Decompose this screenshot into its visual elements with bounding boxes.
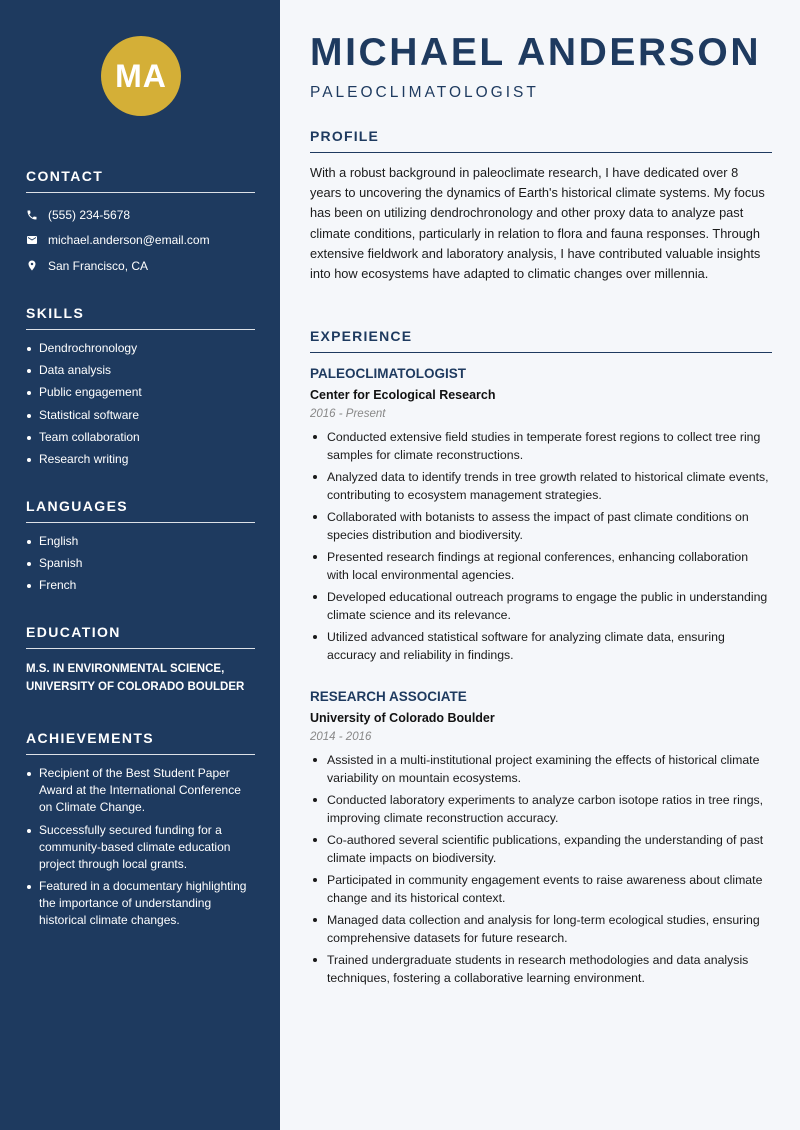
education-section	[26, 624, 255, 696]
location-pin-icon	[26, 259, 48, 272]
contact-email-text: michael.anderson@email.com	[48, 233, 210, 248]
job-entry	[310, 366, 772, 668]
education-degree: M.S. IN ENVIRONMENTAL SCIENCE, UNIVERSITY OF COLORADO BOULDER	[26, 663, 245, 693]
job-entry	[310, 689, 772, 991]
achievement-item: Featured in a documentary highlighting the importance of understanding historical climate changes.	[26, 878, 255, 929]
job-dates: 2016 - Present	[310, 408, 386, 420]
languages-list	[26, 533, 255, 594]
language-item: French	[26, 577, 255, 594]
avatar: MA	[101, 36, 181, 116]
job-title: RESEARCH ASSOCIATE	[310, 689, 467, 704]
languages-heading: LANGUAGES	[26, 498, 255, 523]
job-bullet: Trained undergraduate students in research methodologies and data analysis techniques, fostering a collaborative learning environment.	[310, 951, 772, 987]
achievement-item: Recipient of the Best Student Paper Award at the International Conference on Climate Change.	[26, 765, 255, 816]
skill-item: Research writing	[26, 451, 255, 468]
contact-heading: CONTACT	[26, 168, 255, 193]
languages-section	[26, 498, 255, 600]
experience-section	[310, 328, 772, 353]
contact-location	[26, 253, 255, 279]
contact-phone-text: (555) 234-5678	[48, 207, 131, 222]
language-item: Spanish	[26, 555, 255, 572]
job-bullet: Participated in community engagement events to raise awareness about climate change and its historical context.	[310, 871, 772, 907]
job-bullet: Conducted extensive field studies in temperate forest regions to collect tree ring samples for climate reconstructions.	[310, 428, 772, 464]
phone-icon	[26, 209, 48, 221]
job-bullet: Utilized advanced statistical software for analyzing climate data, ensuring accuracy and reliability in findings.	[310, 628, 772, 664]
sidebar	[0, 0, 280, 1130]
job-organization: University of Colorado Boulder	[310, 711, 495, 725]
job-bullets	[310, 751, 772, 987]
skill-item: Team collaboration	[26, 429, 255, 446]
skill-item: Data analysis	[26, 362, 255, 379]
job-bullet: Developed educational outreach programs to engage the public in understanding climate science and its relevance.	[310, 588, 772, 624]
job-bullet: Assisted in a multi-institutional project examining the effects of historical climate variability on mountain ecosystems.	[310, 751, 772, 787]
contact-location-text: San Francisco, CA	[48, 258, 149, 273]
profile-heading: PROFILE	[310, 128, 772, 153]
job-organization: Center for Ecological Research	[310, 388, 496, 402]
experience-heading: EXPERIENCE	[310, 328, 772, 353]
job-bullet: Conducted laboratory experiments to analyze carbon isotope ratios in tree rings, improving climate reconstruction accuracy.	[310, 791, 772, 827]
achievements-list	[26, 765, 255, 929]
job-bullet: Collaborated with botanists to assess the impact of past climate conditions on species distribution and biodiversity.	[310, 508, 772, 544]
contact-section	[26, 168, 255, 279]
achievement-item: Successfully secured funding for a community-based climate education project through local grants.	[26, 822, 255, 873]
job-title: PALEOCLIMATOLOGIST	[310, 366, 466, 381]
skill-item: Statistical software	[26, 407, 255, 424]
skills-list	[26, 340, 255, 468]
skills-section	[26, 305, 255, 473]
contact-email	[26, 228, 255, 254]
job-dates: 2014 - 2016	[310, 731, 372, 743]
job-bullet: Managed data collection and analysis for long-term ecological studies, ensuring comprehensive datasets for future research.	[310, 911, 772, 947]
profile-text: With a robust background in paleoclimate research, I have dedicated over 8 years to uncovering the dynamics of Earth's historical climate systems. My focus has been on utilizing dendrochronology and other proxy data to analyze past climate conditions, particularly in relation to flora and fauna responses. Through extensive fieldwork and laboratory analysis, I have contributed valuable insights into how ecosystems have adapted to climatic changes over millennia.	[310, 165, 765, 282]
skill-item: Public engagement	[26, 384, 255, 401]
education-heading: EDUCATION	[26, 624, 255, 649]
achievements-heading: ACHIEVEMENTS	[26, 730, 255, 755]
job-bullets	[310, 428, 772, 664]
profile-section	[310, 128, 772, 284]
candidate-title: PALEOCLIMATOLOGIST	[310, 84, 539, 101]
mail-icon	[26, 234, 48, 246]
job-bullet: Analyzed data to identify trends in tree growth related to historical climate events, contributing to ecosystem management strategies.	[310, 468, 772, 504]
job-bullet: Presented research findings at regional conferences, enhancing collaboration with local environmental agencies.	[310, 548, 772, 584]
skills-heading: SKILLS	[26, 305, 255, 330]
contact-phone	[26, 202, 255, 228]
achievements-section	[26, 730, 255, 935]
job-bullet: Co-authored several scientific publications, expanding the understanding of past climate impacts on biodiversity.	[310, 831, 772, 867]
candidate-name: MICHAEL ANDERSON	[310, 31, 762, 74]
skill-item: Dendrochronology	[26, 340, 255, 357]
language-item: English	[26, 533, 255, 550]
